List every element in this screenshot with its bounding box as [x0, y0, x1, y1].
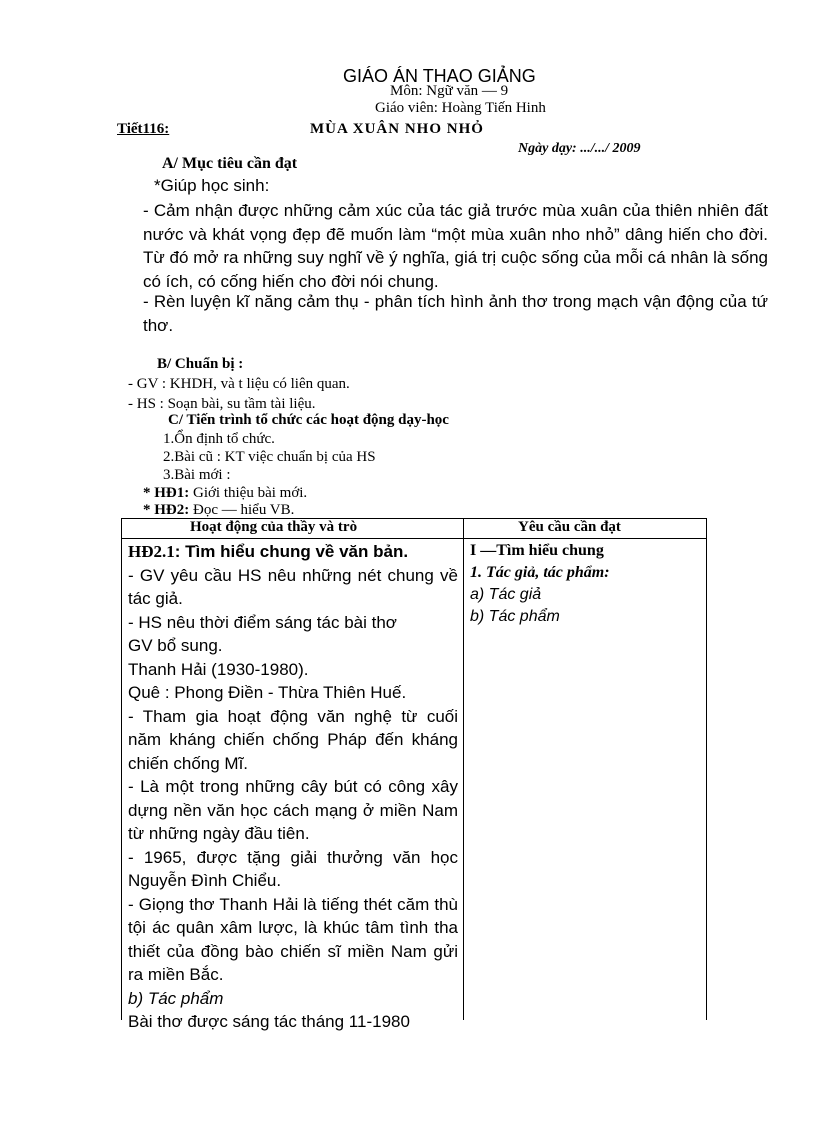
activity-label: HĐ2.1: [128, 542, 175, 561]
objective-item: - Cảm nhận được những cảm xúc của tác giả trước mùa xuân của thiên nhiên đất nước và khát vọng đẹp đẽ muốn làm “một mùa xuân nho nhỏ” dâng hiến cho đời. Từ đó mở ra những suy nghĩ về ý nghĩa, giá trị cuộc sống của mỗi cá nhân là sống có ích, có cống hiến cho đời nói chung.: [143, 201, 768, 291]
table-text-line: Thanh Hải (1930-1980).: [128, 659, 309, 679]
table-text-line: Quê : Phong Điền - Thừa Thiên Huế.: [128, 683, 407, 702]
process-heading: C/ Tiến trình tổ chức các hoạt động dạy-học: [168, 412, 449, 428]
table-text-line: - Giọng thơ Thanh Hải là tiếng thét căm thù tội ác quân xâm lược, là khúc tâm tình tha thiết của đồng bào chiến sĩ miền Nam gửi ra miền Bắc.: [128, 894, 458, 984]
objective-item: - Rèn luyện kĩ năng cảm thụ - phân tích hình ảnh thơ trong mạch vận động của tứ thơ.: [143, 292, 768, 335]
table-text-line: - HS nêu thời điểm sáng tác bài thơ: [128, 612, 397, 632]
table-text-line: - Là một trong những cây bút có công xây dựng nền văn học cách mạng ở miền Nam từ những ngày đầu tiên.: [128, 777, 458, 843]
preparation-heading: B/ Chuẩn bị :: [157, 356, 244, 372]
table-header-divider: [121, 538, 707, 539]
preparation-gv: - GV : KHDH, và t liệu có liên quan.: [128, 376, 350, 392]
activity-1-text: Giới thiệu bài mới.: [189, 485, 308, 501]
lesson-title: MÙA XUÂN NHO NHỎ: [310, 121, 484, 137]
objectives-heading: A/ Mục tiêu cần đạt: [162, 155, 298, 172]
requirement-work: b) Tác phẩm: [470, 608, 560, 625]
period-label: Tiết116:: [117, 121, 170, 137]
activity-2-label: * HĐ2:: [143, 502, 190, 518]
column-header-activities: Hoạt động của thầy và trò: [190, 519, 358, 535]
column-header-requirements: Yêu cầu cần đạt: [518, 519, 621, 535]
table-column-divider: [463, 518, 464, 1020]
requirements-column: [470, 540, 700, 628]
document-title: GIÁO ÁN THAO GIẢNG: [343, 66, 536, 86]
table-border-left: [121, 518, 122, 1020]
activity-heading: [128, 540, 458, 564]
process-step: 3.Bài mới :: [163, 467, 231, 483]
process-step: 2.Bài cũ : KT việc chuẩn bị của HS: [163, 449, 376, 465]
section-heading: I —Tìm hiểu chung: [470, 542, 604, 559]
table-text-line: - 1965, được tặng giải thưởng văn học Nguyễn Đình Chiểu.: [128, 847, 458, 890]
process-step: 1.Ổn định tổ chức.: [163, 431, 275, 447]
table-border-right: [706, 518, 707, 1020]
activity-1-label: * HĐ1:: [143, 485, 190, 501]
objectives-intro: *Giúp học sinh:: [154, 176, 270, 195]
activities-column: [128, 540, 458, 1034]
requirement-author: a) Tác giả: [470, 586, 542, 603]
activity-title: : Tìm hiểu chung về văn bản.: [174, 542, 409, 561]
subsection-heading: 1. Tác giả, tác phẩm:: [470, 564, 610, 581]
activity-1: [143, 485, 307, 502]
subject-line: Môn: Ngữ văn — 9: [390, 83, 509, 99]
table-text-line: - Tham gia hoạt động văn nghệ từ cuối năm kháng chiến chống Pháp đến kháng chiến chống Mĩ.: [128, 706, 458, 773]
table-text-line: - GV yêu cầu HS nêu những nét chung về tác giả.: [128, 565, 458, 608]
table-text-line: GV bổ sung.: [128, 636, 223, 655]
activity-2: [143, 502, 294, 519]
teaching-date: Ngày dạy: .../.../ 2009: [518, 141, 641, 156]
preparation-hs: - HS : Soạn bài, su tầm tài liệu.: [128, 396, 316, 412]
works-subheading: b) Tác phẩm: [128, 988, 224, 1008]
table-text-line: Bài thơ được sáng tác tháng 11-1980: [128, 1012, 410, 1031]
teacher-line: Giáo viên: Hoàng Tiến Hinh: [375, 100, 546, 116]
activity-2-text: Đọc — hiểu VB.: [189, 502, 295, 518]
